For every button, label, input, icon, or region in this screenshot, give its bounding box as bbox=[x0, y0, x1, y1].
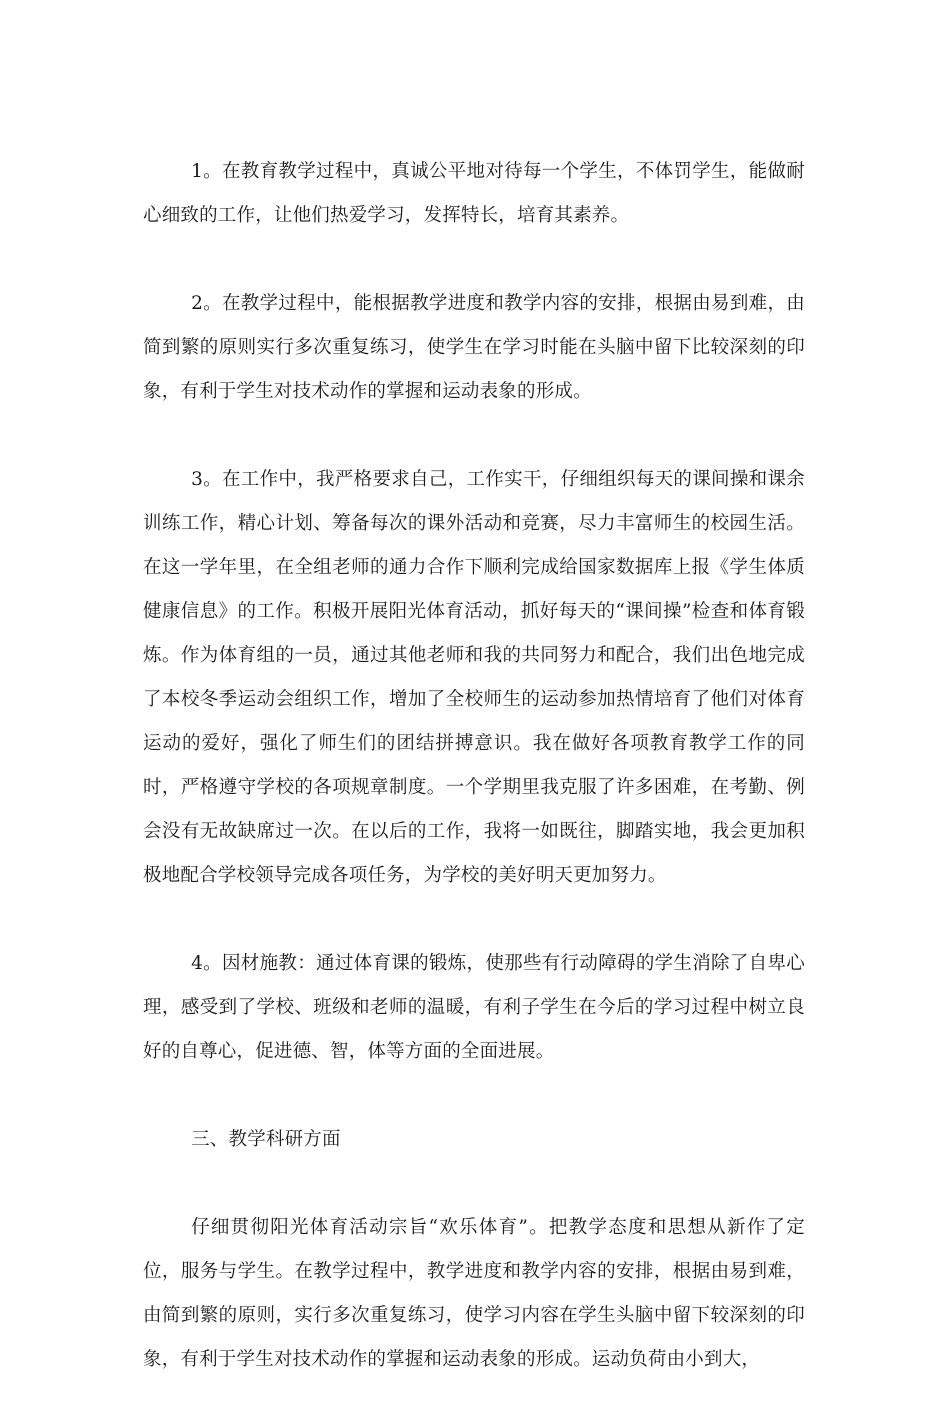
paragraph-item-4: 4。因材施教：通过体育课的锻炼，使那些有行动障碍的学生消除了自卑心理，感受到了学校、班级和老师的温暖，有利子学生在今后的学习过程中树立良好的自尊心，促进德、智，体等方面的全面进展。 bbox=[143, 953, 805, 1062]
paragraph-item-1: 1。在教育教学过程中，真诚公平地对待每一个学生，不体罚学生，能做耐心细致的工作，让他们热爱学习，发挥特长，培育其素养。 bbox=[143, 161, 805, 226]
section-heading: 三、教学科研方面 bbox=[191, 1129, 341, 1150]
paragraph-item-3: 3。在工作中，我严格要求自己，工作实干，仔细组织每天的课间操和课余训练工作，精心计划、筹备每次的课外活动和竞赛，尽力丰富师生的校园生活。在这一学年里，在全组老师的通力合作下顺利完成给国家数据库上报《学生体质健康信息》的工作。积极开展阳光体育活动，抓好每天的“课间操”检查和体育锻炼。作为体育组的一员，通过其他老师和我的共同努力和配合，我们出色地完成了本校冬季运动会组织工作，增加了全校师生的运动参加热情培育了他们对体育运动的爱好，强化了师生们的团结拼搏意识。我在做好各项教育教学工作的同时，严格遵守学校的各项规章制度。一个学期里我克服了许多困难，在考勤、例会没有无故缺席过一次。在以后的工作，我将一如既往，脚踏实地，我会更加积极地配合学校领导完成各项任务，为学校的美好明天更加努力。 bbox=[143, 469, 805, 886]
document-body bbox=[143, 150, 805, 1426]
paragraph-item-2: 2。在教学过程中，能根据教学进度和教学内容的安排，根据由易到难，由简到繁的原则实行多次重复练习，使学生在学习时能在头脑中留下比较深刻的印象，有利于学生对技术动作的掌握和运动表象的形成。 bbox=[143, 293, 805, 402]
paragraph-research: 仔细贯彻阳光体育活动宗旨“欢乐体育”。把教学态度和思想从新作了定位，服务与学生。在教学过程中，教学进度和教学内容的安排，根据由易到难，由简到繁的原则，实行多次重复练习，使学习内容在学生头脑中留下较深刻的印象，有利于学生对技术动作的掌握和运动表象的形成。运动负荷由小到大， bbox=[143, 1217, 805, 1370]
